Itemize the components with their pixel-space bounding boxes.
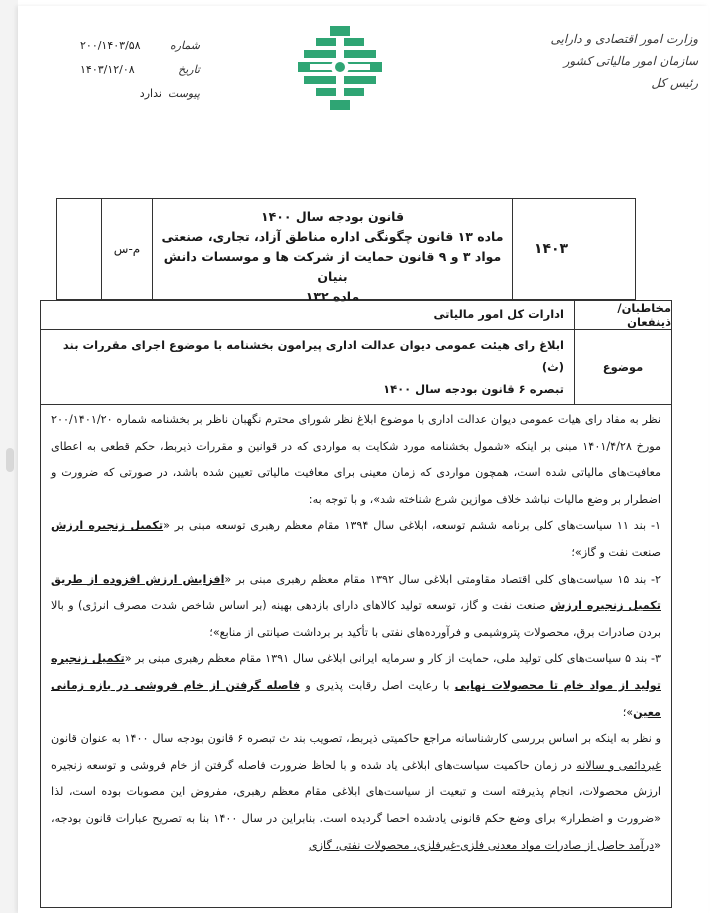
classification-title: قانون بودجه سال ۱۴۰۰: [260, 209, 405, 224]
recipients-label: مخاطبان/ ذینفعان: [574, 301, 671, 329]
ministry-line: وزارت امور اقتصادی و دارایی: [550, 32, 698, 46]
item-1-text: ۱- بند ۱۱ سیاست‌های کلی برنامه ششم توسعه، ابلاغی سال ۱۳۹۴ مقام معظم رهبری توسعه مبنی بر «: [163, 519, 661, 533]
item-3: [51, 646, 661, 726]
classification-empty-cell: [589, 199, 635, 299]
second-paragraph: [51, 726, 661, 859]
attachment-value: ندارد: [139, 87, 162, 100]
subject-value: [41, 330, 574, 404]
subject-line: ابلاغ رای هیئت عمومی دیوان عدالت اداری پیرامون بخشنامه با موضوع اجرای مقررات بند (ث): [62, 338, 564, 374]
item-3-highlight-1: تکمیل زنجیره تولید از مواد خام تا محصولات نهایی: [51, 652, 661, 692]
classification-title: ماده ۱۳ قانون چگونگی اداره مناطق آزاد، تجاری، صنعتی: [161, 229, 504, 244]
second-paragraph-underline: غیردائمی و سالانه: [576, 758, 661, 772]
tax-organization-logo: [296, 24, 384, 116]
second-paragraph-text: و نظر به اینکه بر اساس بررسی کارشناسانه مراجع حاکمیتی ذیربط، تصویب بند ث تبصره ۶ قانون بودجه سال ۱۴۰۰ به عنوان قانون: [51, 732, 661, 746]
item-2-text-end: صنعت نفت و گاز، توسعه تولید کالاهای دارای بازدهی بهینه (بر اساس شاخص شدت مصرف انرژی) و بالا بردن صادرات برق، محصولات پتروشیمی و فرآورده‌های نفتی با تأکید بر برداشت صیانتی از منابع»؛: [51, 599, 661, 639]
classification-code: م-س: [101, 199, 152, 299]
item-2: [51, 567, 661, 647]
date-label: تاریخ: [178, 63, 200, 76]
item-3-highlight-2: فاصله گرفتن از خام فروشی در بازه زمانی معین: [51, 678, 661, 719]
recipients-row: [41, 301, 671, 330]
item-1-text-end: صنعت نفت و گاز»؛: [571, 545, 661, 559]
item-2-highlight: افزایش ارزش افزوده از طریق تکمیل زنجیره ارزش: [51, 572, 661, 613]
item-1-highlight: تکمیل زنجیره ارزش: [51, 519, 164, 533]
ministry-header: [528, 28, 698, 94]
letter-body: [41, 405, 671, 907]
second-paragraph-underline-2: درآمد حاصل از صادرات مواد معدنی فلزی-غیرفلزی، محصولات نفتی، گازی: [308, 838, 655, 852]
scroll-indicator[interactable]: [6, 448, 14, 472]
item-3-text-mid: با رعایت اصل رقابت پذیری و: [300, 678, 455, 692]
subject-row: [41, 330, 671, 405]
item-2-text: ۲- بند ۱۵ سیاست‌های کلی اقتصاد مقاومتی ابلاغی سال ۱۳۹۲ مقام معظم رهبری مبنی بر «: [224, 572, 661, 586]
organization-line: سازمان امور مالیاتی کشور: [563, 54, 698, 68]
classification-title: مواد ۳ و ۹ قانون حمایت از شرکت ها و موسسات دانش بنیان: [163, 249, 502, 284]
item-1: [51, 513, 661, 566]
letter-meta: [80, 34, 200, 106]
classification-table: [56, 198, 636, 304]
number-label: شماره: [169, 39, 200, 52]
head-line: رئیس کل: [651, 76, 698, 90]
intro-paragraph: نظر به مفاد رای هیات عمومی دیوان عدالت اداری با موضوع ابلاغ نظر شورای محترم نگهبان ناظر بر بخشنامه شماره ۲۰۰/۱۴۰۱/۲۰ مورخ ۱۴۰۱/۴/۲۸ مبنی بر اینکه «شمول بخشنامه مورد شکایت به مواردی که در قوانین و مقررات ذیربط، حکم قطعی به اعطای معافیت‌های مالیاتی شده است، همچون مواردی که زمان معینی برای معافیت مالیاتی تعیین شده باشد، در صورتی که ضرورت و اضطرار بر وضع مالیات نباشد خلاف موازین شرع شناخته شد»، و با توجه به:: [51, 413, 662, 506]
second-paragraph-text-mid: در زمان حاکمیت سیاست‌های ابلاغی یاد شده و با لحاظ ضرورت فاصله گرفتن از خام فروشی و توسعه زنجیره ارزش محصولات، انجام پذیرفته است و تبعیت از سیاست‌های ابلاغی مقام معظم رهبری، مفروض این مصوبات بوده است، لذا «ضرورت و اضطرار» برای وضع حکم قانونی یادشده احصا گردیده است. بنابراین در سال ۱۴۰۰ بنا به تصریح عبارات قانون بودجه، «: [51, 758, 661, 852]
letter-table: [40, 300, 672, 908]
classification-titles: [152, 199, 512, 304]
classification-empty-cell: [57, 199, 101, 299]
item-3-text-end: »؛: [622, 705, 634, 719]
number-value: ۲۰۰/۱۴۰۳/۵۸: [80, 39, 141, 52]
subject-label: موضوع: [574, 330, 671, 404]
recipients-value: ادارات کل امور مالیاتی: [433, 307, 564, 321]
subject-line: تبصره ۶ قانون بودجه سال ۱۴۰۰: [383, 382, 564, 396]
attachment-label: پیوست: [167, 87, 200, 100]
classification-year: ۱۴۰۳: [512, 199, 589, 299]
classification-title: ماده ۱۳۲: [305, 289, 360, 304]
item-3-text: ۳- بند ۵ سیاست‌های کلی تولید ملی، حمایت از کار و سرمایه ایرانی ابلاغی سال ۱۳۹۱ مقام معظم رهبری مبنی بر «: [124, 652, 661, 666]
date-value: ۱۴۰۳/۱۲/۰۸: [80, 63, 135, 76]
